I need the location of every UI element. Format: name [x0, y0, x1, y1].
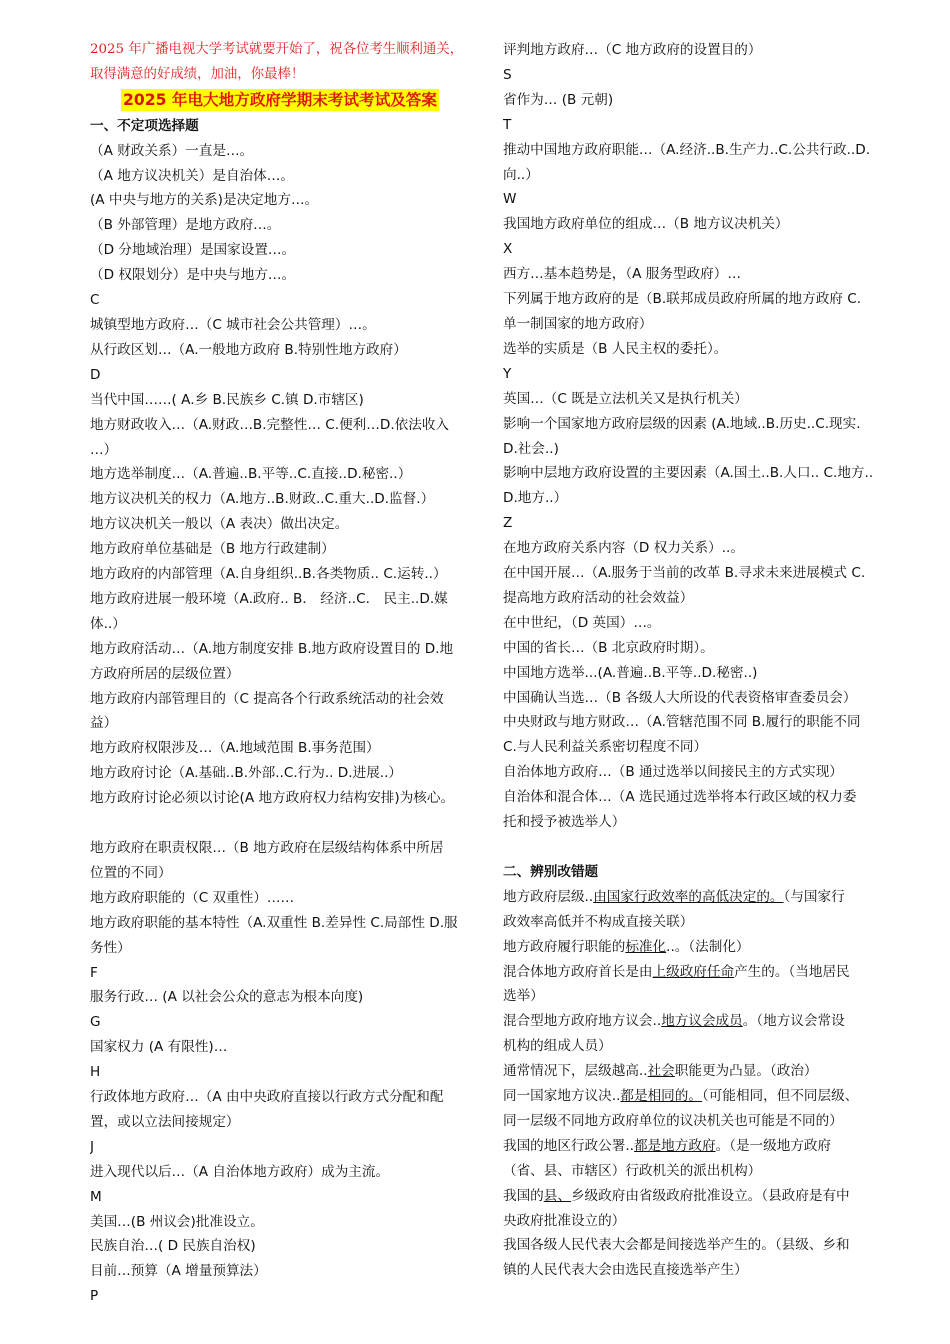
text-segment: 职能更为凸显。（政治）: [674, 1063, 818, 1080]
text-line: 自治体和混合体…（A 选民通过选举将本行政区域的权力委: [503, 789, 857, 806]
text-line: 目前…预算（A 增量预算法）: [90, 1263, 267, 1280]
underlined-text: 县、: [543, 1187, 571, 1204]
text-line: 中国确认当选…（B 各级人大所设的代表资格审查委员会）: [503, 689, 857, 706]
document-title: 2025 年电大地方政府学期末考试考试及答案: [123, 90, 437, 109]
text-line: 我国地方政府单位的组成…（B 地方议决机关）: [503, 216, 789, 233]
left-lines: [90, 114, 478, 1309]
text-line: 推动中国地方政府职能…（A.经济..B.生产力..C.公共行政..D.: [503, 141, 871, 158]
text-line: 地方政府的内部管理（A.自身组织..B.各类物质.. C.运转..）: [90, 566, 447, 583]
text-line: 城镇型地方政府…（C 城市社会公共管理）…。: [90, 316, 376, 333]
text-segment: （可能相同，但不同层级、: [701, 1088, 859, 1105]
text-line: D.地方..）: [503, 490, 568, 507]
text-segment: 地方政府层级..: [503, 888, 594, 905]
text-line: 位置的不同）: [90, 864, 172, 881]
text-line: 地方政府权限涉及…（A.地域范围 B.事务范围）: [90, 740, 380, 757]
text-line: M: [90, 1188, 102, 1205]
text-line: （D 权限划分）是中央与地方…。: [90, 267, 296, 284]
left-column: [90, 38, 478, 1309]
text-line: （B 外部管理）是地方政府…。: [90, 217, 281, 234]
text-line: 央政府批准设立的）: [503, 1212, 626, 1229]
text-line: 政效率高低并不构成直接关联）: [503, 913, 694, 930]
text-segment: 混合型地方政府地方议会..: [503, 1013, 662, 1030]
text-line: C: [90, 292, 100, 309]
text-line: [503, 1084, 887, 1109]
underlined-text: 都是地方政府: [634, 1137, 716, 1154]
text-line: 自治体地方政府…（B 通过选举以间接民主的方式实现）: [503, 764, 843, 781]
text-line: 托和授予被选举人）: [503, 814, 626, 831]
text-segment: ..。（法制化）: [666, 938, 750, 955]
text-line: 服务行政… (A 以社会公众的意志为根本向度): [90, 989, 364, 1006]
text-segment: 地方政府履行职能的: [503, 938, 626, 955]
text-line: F: [90, 964, 98, 981]
text-line: 同一层级不同地方政府单位的议决机关也可能是不同的）: [503, 1112, 843, 1129]
right-lines: [503, 38, 887, 1283]
text-line: J: [90, 1138, 95, 1155]
text-line: 地方政府职能的（C 双重性）……: [90, 889, 295, 906]
text-segment: 产生的。（当地居民: [734, 963, 850, 980]
text-line: S: [503, 66, 512, 83]
title-container: [90, 88, 470, 114]
text-line: Z: [503, 515, 513, 532]
text-line: 地方政府内部管理目的（C 提高各个行政系统活动的社会效: [90, 690, 444, 707]
text-line: 选举）: [503, 988, 544, 1005]
text-line: （A 财政关系）一直是…。: [90, 142, 254, 159]
text-line: 地方财政收入…（A.财政…B.完整性… C.便利…D.依法收入: [90, 416, 450, 433]
text-line: 西方…基本趋势是，（A 服务型政府）…: [503, 266, 741, 283]
text-line: G: [90, 1014, 101, 1031]
text-line: 地方议决机关的权力（A.地方..B.财政..C.重大..D.监督.）: [90, 491, 435, 508]
text-line: X: [503, 241, 513, 258]
text-line: 提高地方政府活动的社会效益）: [503, 589, 694, 606]
text-line: [503, 885, 887, 910]
text-line: 单一制国家的地方政府）: [503, 315, 653, 332]
text-line: 体..）: [90, 615, 126, 632]
text-line: 地方政府讨论必须以讨论(A 地方政府权力结构安排)为核心。: [90, 790, 455, 807]
text-line: 镇的人民代表大会由选民直接选举产生）: [503, 1262, 748, 1279]
text-line: C.与人民利益关系密切程度不同）: [503, 739, 708, 756]
text-line: D.社会..): [503, 440, 559, 457]
text-line: 地方议决机关一般以（A 表决）做出决定。: [90, 516, 349, 533]
text-segment: 乡级政府由省级政府批准设立。（县政府是有中: [570, 1187, 850, 1204]
text-line: 地方政府讨论（A.基础..B.外部..C.行为.. D.进展..）: [90, 765, 403, 782]
text-line: 方政府所居的层级位置）: [90, 665, 240, 682]
text-segment: 。（地方议会常设: [742, 1013, 845, 1030]
text-line: 美国…(B 州议会)批准设立。: [90, 1213, 264, 1230]
right-column: [503, 38, 887, 1283]
intro-line: 取得满意的好成绩，加油，你最棒！: [90, 66, 305, 82]
text-segment: 我国的地区行政公署..: [503, 1137, 634, 1154]
underlined-text: 社会: [647, 1063, 675, 1080]
intro-line: 2025 年广播电视大学考试就要开始了，祝各位考生顺利通关，: [90, 42, 464, 57]
text-line: 向..）: [503, 166, 539, 183]
text-line: H: [90, 1064, 101, 1081]
text-segment: 。（是一级地方政府: [715, 1137, 832, 1154]
text-line: 省作为… (B 元朝): [503, 91, 614, 108]
text-line: 在地方政府关系内容（D 权力关系）..。: [503, 540, 744, 557]
text-line: 在中世纪，（D 英国）…。: [503, 614, 661, 631]
underlined-text: 上级政府任命: [652, 963, 735, 980]
text-line: 选举的实质是（B 人民主权的委托）。: [503, 340, 728, 357]
blank-line: [90, 811, 478, 836]
text-segment: 我国的: [503, 1187, 544, 1204]
text-line: 我国各级人民代表大会都是间接选举产生的。（县级、乡和: [503, 1237, 850, 1254]
text-line: 行政体地方政府…（A 由中央政府直接以行政方式分配和配: [90, 1089, 444, 1106]
underlined-text: 标准化: [625, 938, 667, 955]
text-line: [503, 1184, 887, 1209]
text-line: W: [503, 191, 517, 208]
text-line: 地方政府在职责权限…（B 地方政府在层级结构体系中所居: [90, 839, 444, 856]
text-line: 机构的组成人员）: [503, 1038, 612, 1055]
text-line: 国家权力 (A 有限性)…: [90, 1039, 228, 1056]
text-line: [503, 935, 887, 960]
text-line: [503, 1009, 887, 1034]
text-line: 务性）: [90, 939, 131, 956]
text-line: 从行政区划…（A.一般地方政府 B.特别性地方政府）: [90, 341, 407, 358]
text-line: （D 分地域治理）是国家设置…。: [90, 242, 296, 259]
text-line: …）: [90, 441, 118, 458]
underlined-text: 都是相同的。: [620, 1088, 702, 1105]
text-line: D: [90, 366, 101, 383]
text-line: [503, 960, 887, 985]
section-heading: 一、不定项选择题: [90, 117, 199, 134]
text-line: 当代中国……( A.乡 B.民族乡 C.镇 D.市辖区): [90, 391, 364, 408]
text-line: 影响一个国家地方政府层级的因素 (A.地域..B.历史..C.现实.: [503, 415, 861, 432]
text-line: 置，或以立法间接规定）: [90, 1113, 240, 1130]
underlined-text: 由国家行政效率的高低决定的。: [593, 888, 784, 905]
text-line: （A 地方议决机关）是自治体…。: [90, 167, 294, 184]
text-segment: 同一国家地方议决..: [503, 1088, 621, 1105]
underlined-text: 地方议会成员: [661, 1013, 743, 1030]
text-line: 在中国开展…（A.服务于当前的改革 B.寻求未来进展模式 C.: [503, 565, 866, 582]
text-line: 进入现代以后…（A 自治体地方政府）成为主流。: [90, 1163, 390, 1180]
text-line: 中央财政与地方财政…（A.管辖范围不同 B.履行的职能不同: [503, 714, 861, 731]
text-line: T: [503, 116, 512, 133]
text-segment: （与国家行: [783, 888, 845, 905]
text-line: 评判地方政府…（C 地方政府的设置目的）: [503, 42, 762, 58]
text-line: 下列属于地方政府的是（B.联邦成员政府所属的地方政府 C.: [503, 291, 862, 308]
text-line: 中国的省长…（B 北京政府时期）。: [503, 639, 714, 656]
text-line: [503, 1059, 887, 1084]
text-line: 地方政府职能的基本特性（A.双重性 B.差异性 C.局部性 D.服: [90, 914, 458, 931]
text-line: P: [90, 1288, 99, 1305]
text-line: 地方选举制度…（A.普遍..B.平等..C.直接..D.秘密..）: [90, 466, 412, 483]
text-line: 益）: [90, 715, 118, 732]
text-segment: 混合体地方政府首长是由: [503, 963, 653, 980]
text-line: 英国…（C 既是立法机关又是执行机关）: [503, 390, 748, 407]
text-line: [503, 1134, 887, 1159]
text-segment: 通常情况下，层级越高..: [503, 1063, 648, 1080]
section-heading: 二、辨别改错题: [503, 863, 599, 880]
text-line: 地方政府活动…（A.地方制度安排 B.地方政府设置目的 D.地: [90, 640, 454, 657]
text-line: （省、县、市辖区）行政机关的派出机构）: [503, 1162, 762, 1179]
text-line: (A 中央与地方的关系)是决定地方…。: [90, 192, 319, 209]
text-line: 地方政府进展一般环境（A.政府.. B． 经济..C． 民主..D.媒: [90, 590, 448, 607]
text-line: 地方政府单位基础是（B 地方行政建制）: [90, 541, 335, 558]
text-line: 中国地方选举...(A.普遍..B.平等..D.秘密..): [503, 664, 758, 681]
blank-line: [503, 835, 887, 860]
text-line: 民族自治…( D 民族自治权): [90, 1238, 256, 1255]
text-line: 影响中层地方政府设置的主要因素（A.国土..B.人口.. C.地方..: [503, 465, 874, 482]
text-line: Y: [503, 365, 512, 382]
